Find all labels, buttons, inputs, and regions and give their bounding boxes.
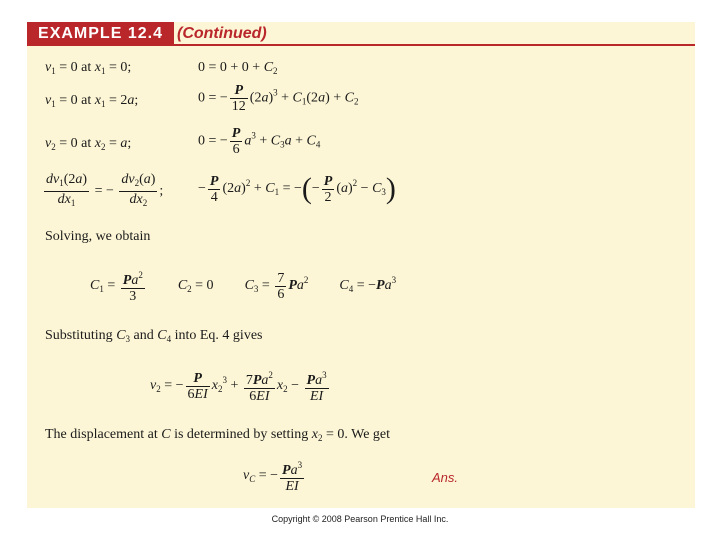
vc-equation: $v_C$ = − $\frac{Pa^3}{EI}$	[243, 460, 303, 494]
solving-text: Solving, we obtain	[45, 229, 151, 244]
header-rule	[174, 44, 695, 46]
continued-label: (Continued)	[177, 25, 267, 42]
continuity-equation: − $\frac{P}{4}$ $(2a)^2 + C_1$ = −(− $\frac{P}{2}$ $(a)^2 - C_3$)	[198, 172, 396, 205]
bc1-condition: $v_1 = 0$ at $x_1 = 0$;	[45, 60, 132, 76]
answer-label: Ans.	[432, 470, 459, 485]
bc1-equation: $0 = 0 + 0 + C_2$	[198, 60, 278, 76]
continuity-condition: $\frac{dv_1(2a)}{dx_1}$ = − $\frac{dv_2(a)}{dx_2}$ ;	[46, 172, 164, 208]
bc3-equation: 0 = − $\frac{P}{6}$ $a^3 + C_3a + C_4$	[198, 126, 321, 157]
constants-line: $C_1$ = $\frac{Pa^2}{3}$ $C_2 = 0$ $C_3$ = $\frac{7}{6}$ Pa$^2$ $C_4 = -Pa^3$	[90, 270, 397, 304]
v2-equation: $v_2$ = − $\frac{P}{6EI}$ $x_2^3$ + $\frac{7Pa^2}{6EI}$ $x_2$ − $\frac{Pa^3}{EI}$	[150, 370, 327, 404]
copyright-footer: Copyright © 2008 Pearson Prentice Hall Inc.	[271, 514, 449, 524]
bc2-equation: 0 = − $\frac{P}{12}$ $(2a)^3 + C_1(2a) + C_2$	[198, 83, 359, 114]
substituting-text: Substituting $C_3$ and $C_4$ into Eq. 4 gives	[45, 328, 263, 344]
displacement-text: The displacement at C is determined by setting $x_2 = 0$. We get	[45, 427, 391, 443]
example-badge: EXAMPLE 12.4	[27, 22, 174, 46]
bc3-condition: $v_2 = 0$ at $x_2 = a$;	[45, 136, 132, 152]
bc2-condition: $v_1 = 0$ at $x_1 = 2a$;	[45, 93, 139, 109]
